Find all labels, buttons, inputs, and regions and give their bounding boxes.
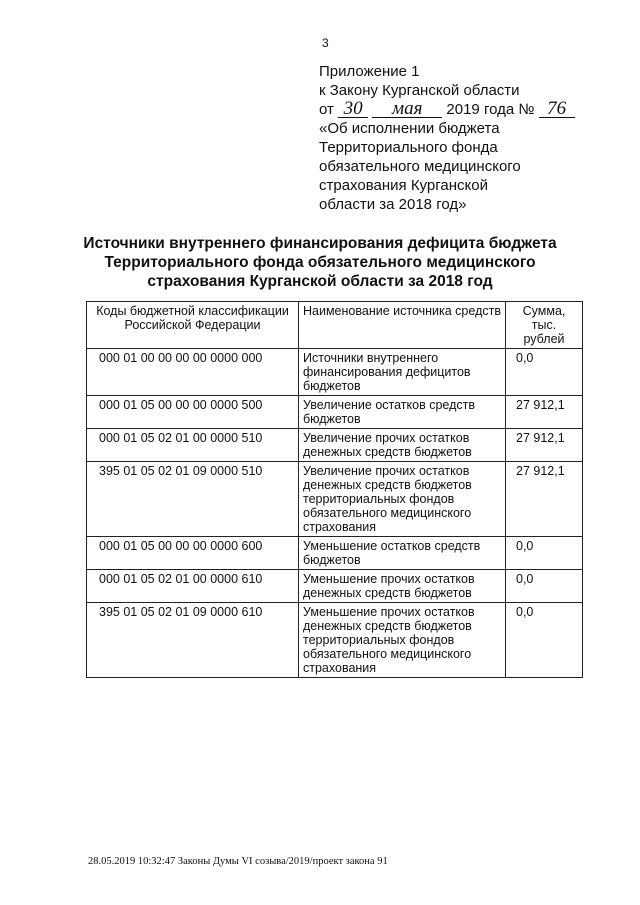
row-name: Увеличение остатков средств бюджетов	[299, 396, 506, 429]
handwritten-month: мая	[372, 101, 442, 118]
row-name: Уменьшение остатков средств бюджетов	[299, 537, 506, 570]
table-row	[87, 462, 583, 537]
appendix-desc-2: Территориального фонда	[319, 139, 498, 156]
row-amount: 0,0	[506, 349, 583, 396]
appendix-title: Приложение 1	[319, 63, 420, 80]
table-row	[87, 396, 583, 429]
row-amount: 0,0	[506, 603, 583, 678]
appendix-law-reference: к Закону Курганской области	[319, 82, 520, 99]
row-amount: 27 912,1	[506, 462, 583, 537]
table-row	[87, 349, 583, 396]
table-header-row	[87, 302, 583, 349]
appendix-desc-5: области за 2018 год»	[319, 196, 467, 213]
table-row	[87, 537, 583, 570]
row-name: Уменьшение прочих остатков денежных средств бюджетов	[299, 570, 506, 603]
financing-sources-table	[86, 301, 583, 678]
document-title	[60, 234, 580, 291]
handwritten-day: 30	[338, 101, 368, 118]
appendix-date-line	[319, 100, 619, 119]
table-row	[87, 603, 583, 678]
page-number: 3	[322, 36, 329, 50]
date-prefix: от	[319, 101, 334, 118]
row-code: 395 01 05 02 01 09 0000 610	[87, 603, 299, 678]
appendix-desc-3: обязательного медицинского	[319, 158, 521, 175]
table-row	[87, 570, 583, 603]
appendix-desc-4: страхования Курганской	[319, 177, 488, 194]
row-amount: 0,0	[506, 570, 583, 603]
title-line-2: Территориального фонда обязательного медицинского	[104, 254, 536, 271]
row-code: 000 01 05 02 01 00 0000 610	[87, 570, 299, 603]
row-code: 000 01 00 00 00 00 0000 000	[87, 349, 299, 396]
row-code: 000 01 05 00 00 00 0000 600	[87, 537, 299, 570]
row-amount: 27 912,1	[506, 429, 583, 462]
title-line-1: Источники внутреннего финансирования дефицита бюджета	[83, 235, 557, 252]
document-footer: 28.05.2019 10:32:47 Законы Думы VI созыва/2019/проект закона 91	[88, 856, 388, 867]
date-year: 2019 года №	[446, 101, 535, 118]
table-row	[87, 429, 583, 462]
row-name: Увеличение прочих остатков денежных средств бюджетов	[299, 429, 506, 462]
row-amount: 0,0	[506, 537, 583, 570]
row-code: 000 01 05 00 00 00 0000 500	[87, 396, 299, 429]
row-name: Увеличение прочих остатков денежных средств бюджетов территориальных фондов обязательного медицинского страхования	[299, 462, 506, 537]
header-name: Наименование источника средств	[299, 302, 506, 349]
row-name: Источники внутреннего финансирования дефицитов бюджетов	[299, 349, 506, 396]
row-code: 000 01 05 02 01 00 0000 510	[87, 429, 299, 462]
row-amount: 27 912,1	[506, 396, 583, 429]
row-name: Уменьшение прочих остатков денежных средств бюджетов территориальных фондов обязательного медицинского страхования	[299, 603, 506, 678]
header-code: Коды бюджетной классификации Российской Федерации	[87, 302, 299, 349]
appendix-header	[319, 62, 619, 214]
appendix-desc-1: «Об исполнении бюджета	[319, 120, 500, 137]
title-line-3: страхования Курганской области за 2018 год	[147, 273, 493, 290]
handwritten-law-number: 76	[539, 101, 575, 118]
header-amount: Сумма, тыс. рублей	[506, 302, 583, 349]
row-code: 395 01 05 02 01 09 0000 510	[87, 462, 299, 537]
